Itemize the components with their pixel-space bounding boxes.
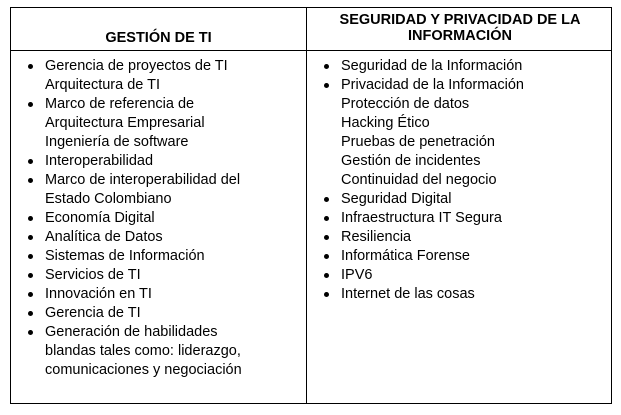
seguridad-item (322, 266, 592, 285)
gestion-ti-item (26, 152, 281, 171)
gestion-ti-item-text: Interoperabilidad (45, 153, 154, 169)
gestion-ti-item-text: Estado Colombiano (45, 191, 172, 207)
gestion-ti-item (26, 228, 281, 247)
gestion-ti-item-text: Generación de habilidades (45, 324, 218, 340)
seguridad-item-text: Protección de datos (341, 96, 470, 112)
header-seguridad-line2: INFORMACIÓN (408, 28, 512, 44)
gestion-ti-item (26, 266, 281, 285)
gestion-ti-item-text: Ingeniería de software (45, 134, 189, 150)
header-seguridad-privacidad (307, 12, 613, 44)
seguridad-item-text: Privacidad de la Información (341, 77, 524, 93)
seguridad-item-text: Seguridad Digital (341, 191, 452, 207)
gestion-ti-item (26, 76, 281, 95)
gestion-ti-item (26, 247, 281, 266)
header-seguridad-line1: SEGURIDAD Y PRIVACIDAD DE LA (339, 12, 581, 28)
gestion-ti-item-text: Analítica de Datos (45, 229, 163, 245)
header-divider (11, 50, 611, 51)
gestion-ti-item (26, 171, 281, 209)
seguridad-item (322, 209, 592, 228)
gestion-ti-item-text: Marco de interoperabilidad del (45, 172, 241, 188)
seguridad-item-text: Infraestructura IT Segura (341, 210, 502, 226)
seguridad-item-text: Informática Forense (341, 248, 470, 264)
seguridad-item-text: Internet de las cosas (341, 286, 475, 302)
seguridad-item (322, 57, 592, 76)
seguridad-item (322, 228, 592, 247)
gestion-ti-item-text: Sistemas de Información (45, 248, 205, 264)
gestion-ti-item (26, 323, 281, 380)
gestion-ti-item-text: Innovación en TI (45, 286, 152, 302)
seguridad-item (322, 114, 592, 133)
seguridad-item (322, 247, 592, 266)
seguridad-item-text: Continuidad del negocio (341, 172, 497, 188)
seguridad-item (322, 171, 592, 190)
gestion-ti-item-text: Servicios de TI (45, 267, 141, 283)
seguridad-item (322, 285, 592, 304)
seguridad-item-text: Pruebas de penetración (341, 134, 495, 150)
seguridad-item (322, 152, 592, 171)
gestion-ti-item-text: Arquitectura Empresarial (45, 115, 205, 131)
gestion-ti-item-text: Arquitectura de TI (45, 77, 160, 93)
seguridad-item (322, 190, 592, 209)
gestion-ti-item-text: Marco de referencia de (45, 96, 195, 112)
seguridad-item-text: Seguridad de la Información (341, 58, 523, 74)
header-gestion-ti: GESTIÓN DE TI (105, 30, 212, 46)
seguridad-item (322, 76, 592, 95)
gestion-ti-item-text: Gerencia de TI (45, 305, 141, 321)
seguridad-item-text: IPV6 (341, 267, 373, 283)
gestion-ti-item-text: Economía Digital (45, 210, 155, 226)
gestion-ti-list (26, 57, 281, 380)
gestion-ti-item (26, 209, 281, 228)
gestion-ti-item-text: comunicaciones y negociación (45, 362, 242, 378)
gestion-ti-item (26, 304, 281, 323)
seguridad-item (322, 95, 592, 114)
gestion-ti-item (26, 285, 281, 304)
column-divider (306, 8, 307, 403)
gestion-ti-item-text: blandas tales como: liderazgo, (45, 343, 241, 359)
gestion-ti-item-text: Gerencia de proyectos de TI (45, 58, 228, 74)
seguridad-item (322, 133, 592, 152)
seguridad-list (322, 57, 592, 304)
seguridad-item-text: Gestión de incidentes (341, 153, 481, 169)
gestion-ti-item (26, 133, 281, 152)
gestion-ti-item (26, 57, 281, 76)
seguridad-item-text: Resiliencia (341, 229, 412, 245)
seguridad-item-text: Hacking Ético (341, 115, 430, 131)
gestion-ti-item (26, 95, 281, 133)
